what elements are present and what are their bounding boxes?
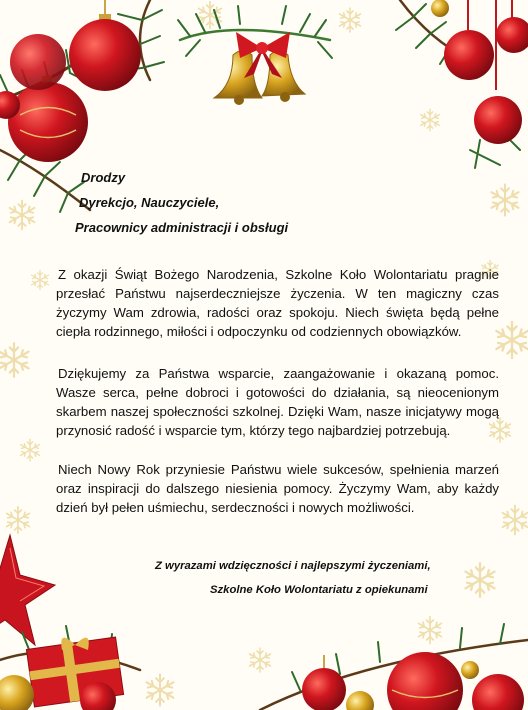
- ornament-ball-icon: [302, 652, 524, 710]
- greeting-line: Dyrekcjo, Nauczyciele,: [79, 195, 220, 210]
- red-star-icon: [0, 535, 55, 645]
- ornament-ball-icon: [396, 0, 528, 168]
- signature: Szkolne Koło Wolontariatu z opiekunami: [210, 584, 428, 596]
- greeting-line: Drodzy: [81, 170, 126, 185]
- letter-paragraph: Niech Nowy Rok przyniesie Państwu wiele sukcesów, spełnienia marzeń oraz inspiracji do dalszego niesienia pomocy. Życzymy Wam, aby każdy dzień był pełen uśmiechu, serdeczności i nowych możliwości.: [56, 462, 499, 515]
- letter-paragraph: Dziękujemy za Państwa wsparcie, zaangażowanie i okazaną pomoc. Wasze serca, pełne dobroci i gotowości do działania, są nieocenionym skarbem naszej społeczności szkolnej. Dzięki Wam, nasze inicjatywy mogą przynosić radość i wsparcie tym, którzy tego najbardziej potrzebują.: [56, 366, 499, 438]
- closing-line: Z wyrazami wdzięczności i najlepszymi życzeniami,: [155, 560, 431, 572]
- greeting-line: Pracownicy administracji i obsługi: [75, 220, 289, 235]
- ornament-ball-icon: [0, 0, 141, 162]
- letter-paragraph: Z okazji Świąt Bożego Narodzenia, Szkolne Koło Wolontariatu pragnie przesłać Państwu najserdeczniejsze życzenia. W ten magiczny czas życzymy Wam zdrowia, radości oraz spokoju. Niech święta będą pełne ciepła rodzinnego, miłości i odpoczynku od codziennych obowiązków.: [56, 267, 499, 339]
